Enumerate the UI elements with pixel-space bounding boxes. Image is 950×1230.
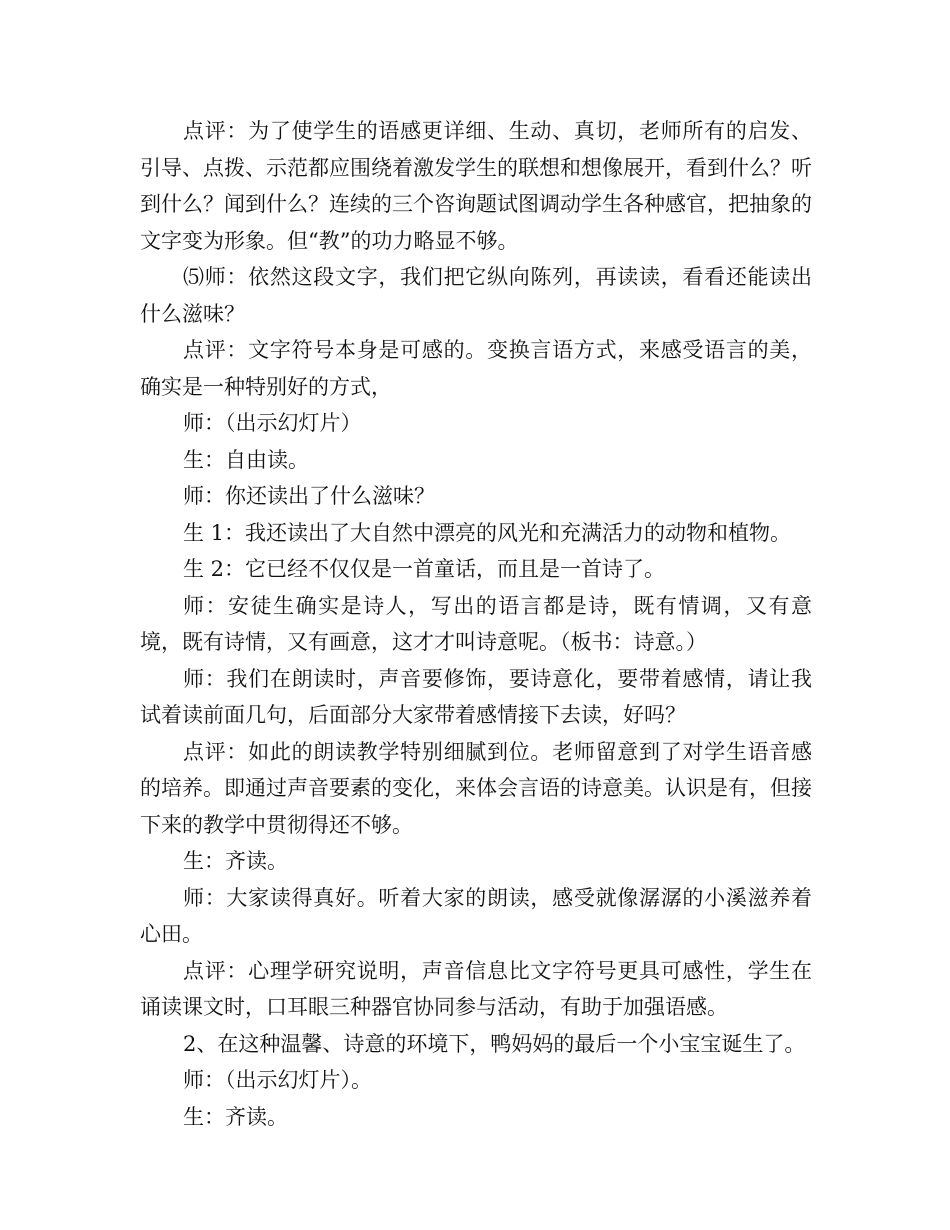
paragraph-teacher-reading: 师：我们在朗读时，声音要修饰，要诗意化，要带着感情，请让我试着读前面几句，后面部分大家带着感情接下去读，好吗？ (140, 666, 812, 727)
paragraph-comment-2: 点评：文字符号本身是可感的。变换言语方式，来感受语言的美，确实是一种特别好的方式， (140, 338, 812, 399)
paragraph-section-2: 2、在这种温馨、诗意的环境下，鸭妈妈的最后一个小宝宝诞生了。 (183, 1031, 806, 1056)
paragraph-teacher-question: 师：你还读出了什么滋味？ (183, 484, 435, 508)
paragraph-comment-4: 点评：心理学研究说明，声音信息比文字符号更具可感性，学生在诵读课文时，口耳眼三种器官协同参与活动，有助于加强语感。 (140, 958, 812, 1019)
paragraph-student-2: 生 2：它已经不仅仅是一首童话，而且是一首诗了。 (183, 557, 666, 581)
document-body (140, 113, 812, 1135)
paragraph-student-read-together: 生：齐读。 (183, 849, 288, 873)
paragraph-student-1: 生 1：我还读出了大自然中漂亮的风光和充满活力的动物和植物。 (183, 520, 792, 545)
paragraph-teacher-5: ⑸师：依然这段文字，我们把它纵向陈列，再读读，看看还能读出什么滋味？ (140, 265, 812, 326)
paragraph-teacher-poet: 师：安徒生确实是诗人，写出的语言都是诗，既有情调，又有意境，既有诗情，又有画意，这才才叫诗意呢。（板书：诗意。） (140, 593, 812, 654)
paragraph-comment-3: 点评：如此的朗读教学特别细腻到位。老师留意到了对学生语音感的培养。即通过声音要素的变化，来体会言语的诗意美。认识是有，但接下来的教学中贯彻得还不够。 (140, 739, 812, 837)
paragraph-teacher-praise: 师：大家读得真好。听着大家的朗读，感受就像潺潺的小溪滋养着心田。 (140, 885, 812, 946)
paragraph-teacher-slide-2: 师：（出示幻灯片）。 (183, 1068, 372, 1092)
paragraph-teacher-slide: 师：（出示幻灯片） (183, 411, 362, 435)
paragraph-comment-1: 点评：为了使学生的语感更详细、生动、真切，老师所有的启发、引导、点拨、示范都应围绕着激发学生的联想和想像展开，看到什么？听到什么？闻到什么？连续的三个咨询题试图调动学生各种感官，把抽象的文字变为形象。但“教”的功力略显不够。 (140, 119, 812, 253)
paragraph-student-read-together-2: 生：齐读。 (183, 1104, 288, 1129)
paragraph-student-free-read: 生：自由读。 (183, 447, 309, 472)
